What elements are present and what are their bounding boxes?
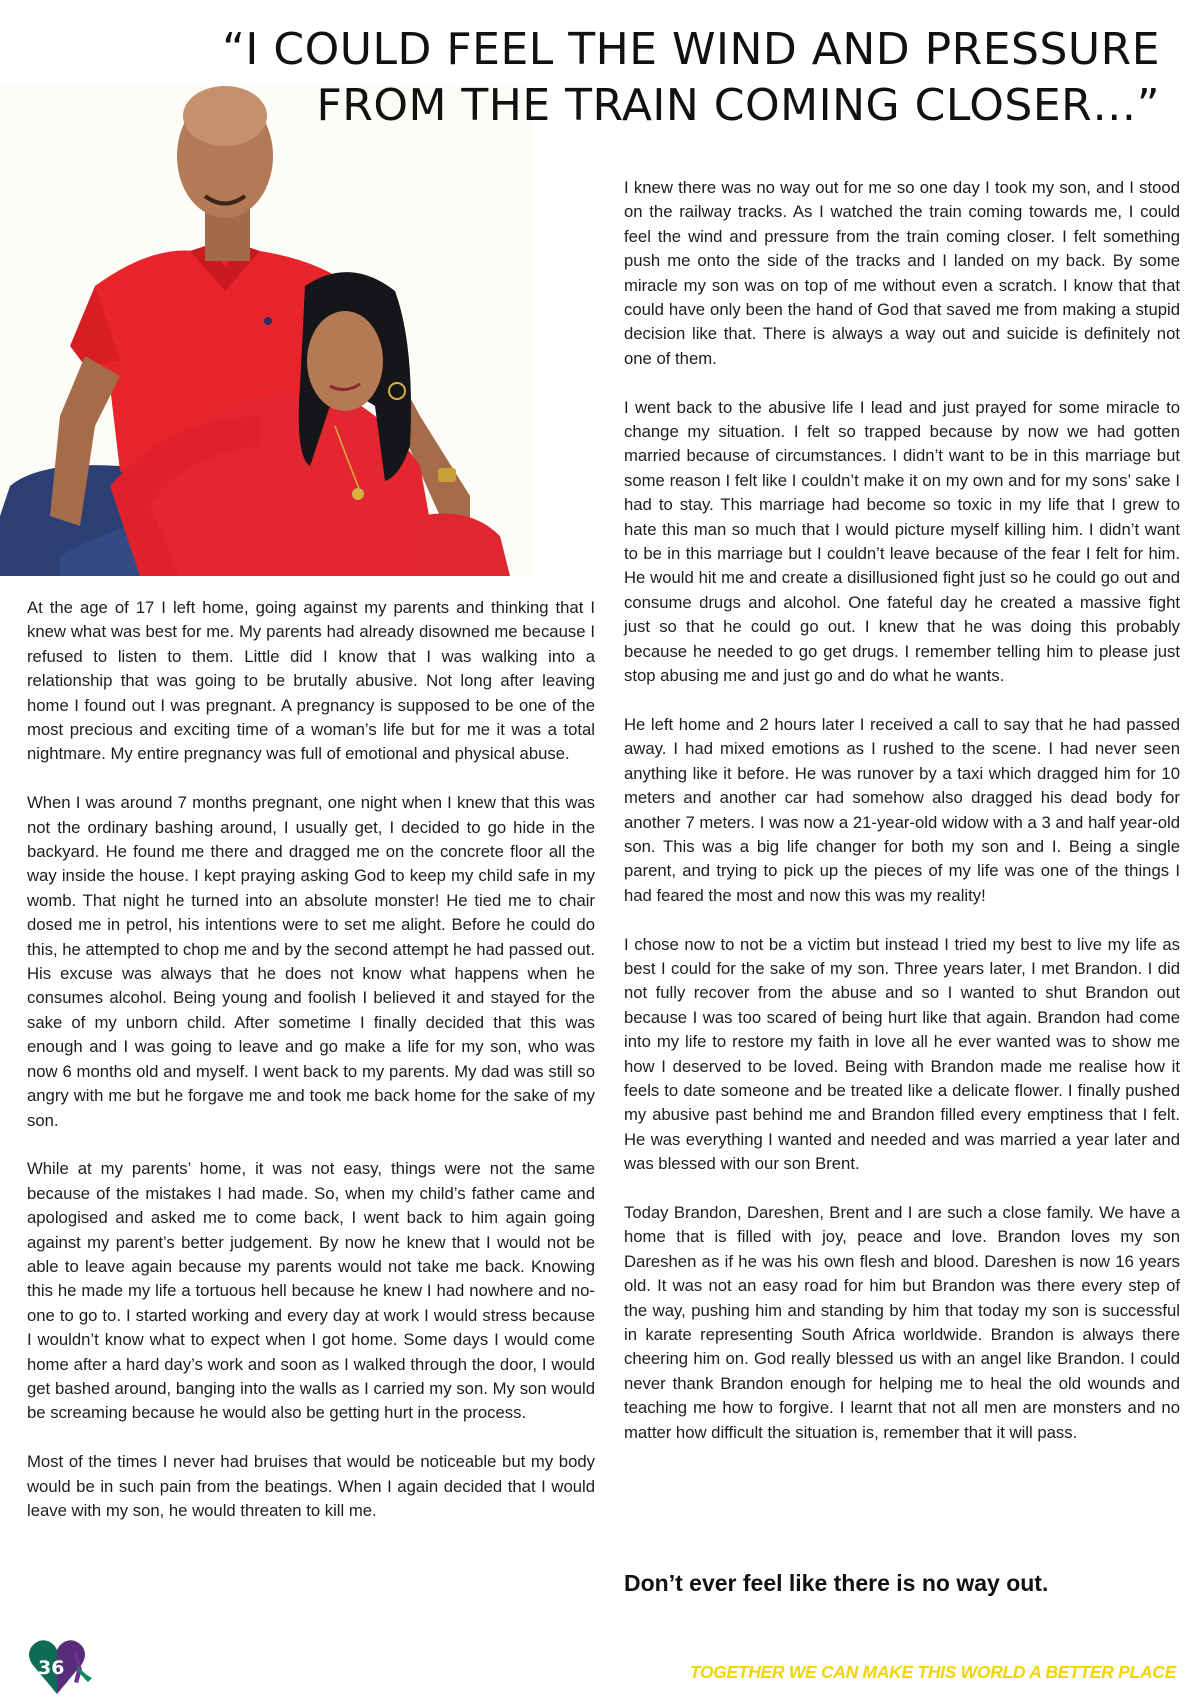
closing-statement: Don’t ever feel like there is no way out.	[624, 1570, 1049, 1596]
couple-photo	[0, 86, 532, 576]
paragraph: While at my parents’ home, it was not easy, things were not the same because of the mistakes I had made. So, when my child’s father came and apologised and asked me to come back, I went back to him again going against my parent’s better judgement. By now he knew that I would not be able to leave again because my parents would not take me back. Knowing this he made my life a tortuous hell because he knew I had nowhere and no-one to go to. I started working and every day at work I would stress because I wouldn’t know what to expect when I got home. Some days I would come home after a hard day’s work and soon as I walked through the door, I would get bashed around, banging into the walls as I carried my son. My son would be screaming because he would also be getting hurt in the process.	[27, 1159, 595, 1423]
paragraph: I went back to the abusive life I lead and just prayed for some miracle to change my situation. I felt so trapped because by now we had gotten married because of circumstances. I didn’t want to be in this marriage but some reason I felt like I couldn’t make it on my own and for my sons’ sake I had to stay. This marriage had become so toxic in my life that I grew to hate this man so much that I would picture myself killing him. I didn’t want to be in this marriage but I couldn’t leave because of the fear I felt for him. He would hit me and create a disillusioned fight just so he could go out and consume drugs and alcohol. One fateful day he created a massive fight just so that he could go out. I knew that he was doing this probably because he needed to go get drugs. I remember telling him to please just stop abusing me and just go and do what he wants.	[624, 397, 1180, 686]
headline-line-1: “I COULD FEEL THE WIND AND PRESSURE	[222, 24, 1160, 75]
right-column	[624, 176, 1180, 1445]
page-number: 36	[38, 1657, 65, 1679]
footer-tagline: TOGETHER WE CAN MAKE THIS WORLD A BETTER PLACE	[689, 1662, 1176, 1682]
paragraph: Most of the times I never had bruises that would be noticeable but my body would be in such pain from the beatings. When I again decided that I would leave with my son, he would threaten to kill me.	[27, 1452, 595, 1520]
headline	[200, 22, 1160, 134]
left-column	[27, 596, 595, 1523]
paragraph: When I was around 7 months pregnant, one night when I knew that this was not the ordinary bashing around, I usually get, I decided to go hide in the backyard. He found me there and dragged me on the concrete floor all the way inside the house. I kept praying asking God to keep my child safe in my womb. That night he turned into an absolute monster! He tied me to chair dosed me in petrol, his intentions were to set me alight. Before he could do this, he attempted to chop me and by the second attempt he had passed out. His excuse was always that he does not know what happens when he consumes alcohol. Being young and foolish I believed it and stayed for the sake of my unborn child. After sometime I finally decided that this was enough and I was going to leave and go make a life for my son, who was now 6 months old and myself. I went back to my parents. My dad was still so angry with me but he forgave me and took me back home for the sake of my son.	[27, 793, 595, 1130]
headline-line-2: FROM THE TRAIN COMING CLOSER…”	[316, 80, 1160, 131]
paragraph: At the age of 17 I left home, going against my parents and thinking that I knew what was best for me. My parents had already disowned me because I refused to listen to them. Little did I know that I was walking into a relationship that was going to be brutally abusive. Not long after leaving home I found out I was pregnant. A pregnancy is supposed to be one of the most precious and exciting time of a woman’s life but for me it was a total nightmare. My entire pregnancy was full of emotional and physical abuse.	[27, 598, 595, 764]
paragraph: He left home and 2 hours later I received a call to say that he had passed away. I had mixed emotions as I rushed to the scene. I had never seen anything like it before. He was runover by a taxi which dragged him for 10 meters and another car had somehow also dragged his dead body for another 7 meters. I was now a 21-year-old widow with a 3 and half year-old son. This was a big life changer for both my son and I. Being a single parent, and trying to pick up the pieces of my life was one of the things I had feared the most and now this was my reality!	[624, 714, 1180, 905]
heart-ribbon-icon	[28, 1638, 98, 1696]
paragraph: I knew there was no way out for me so one day I took my son, and I stood on the railway tracks. As I watched the train coming towards me, I could feel the wind and pressure from the train coming closer. I felt something push me onto the side of the tracks and I landed on my back. By some miracle my son was on top of me without even a scratch. I know that that could have only been the hand of God that saved me from making a stupid decision like that. There is always a way out and suicide is definitely not one of them.	[624, 178, 1180, 368]
couple-photo-illustration	[0, 86, 532, 576]
heart-ribbon-logo	[28, 1638, 98, 1696]
paragraph: I chose now to not be a victim but instead I tried my best to live my life as best I could for the sake of my son. Three years later, I met Brandon. I did not fully recover from the abuse and so I wanted to shut Brandon out because I was too scared of being hurt like that again. Brandon had come into my life to restore my faith in love all he ever wanted was to show me how I deserved to be loved. Being with Brandon made me realise how it feels to date someone and be treated like a delicate flower. I finally pushed my abusive past behind me and Brandon filled every emptiness that I felt. He was everything I wanted and needed and was married a year later and was blessed with our son Brent.	[624, 934, 1180, 1174]
paragraph: Today Brandon, Dareshen, Brent and I are such a close family. We have a home that is filled with joy, peace and love. Brandon loves my son Dareshen as if he was his own flesh and blood. Dareshen is now 16 years old. It was not an easy road for him but Brandon was there every step of the way, pushing him and standing by him that today my son is successful in karate representing South Africa worldwide. Brandon is always there cheering him on. God really blessed us with an angel like Brandon. I could never thank Brandon enough for helping me to heal the old wounds and teaching me how to forgive. I learnt that not all men are monsters and no matter how difficult the situation is, remember that it will pass.	[624, 1203, 1180, 1442]
